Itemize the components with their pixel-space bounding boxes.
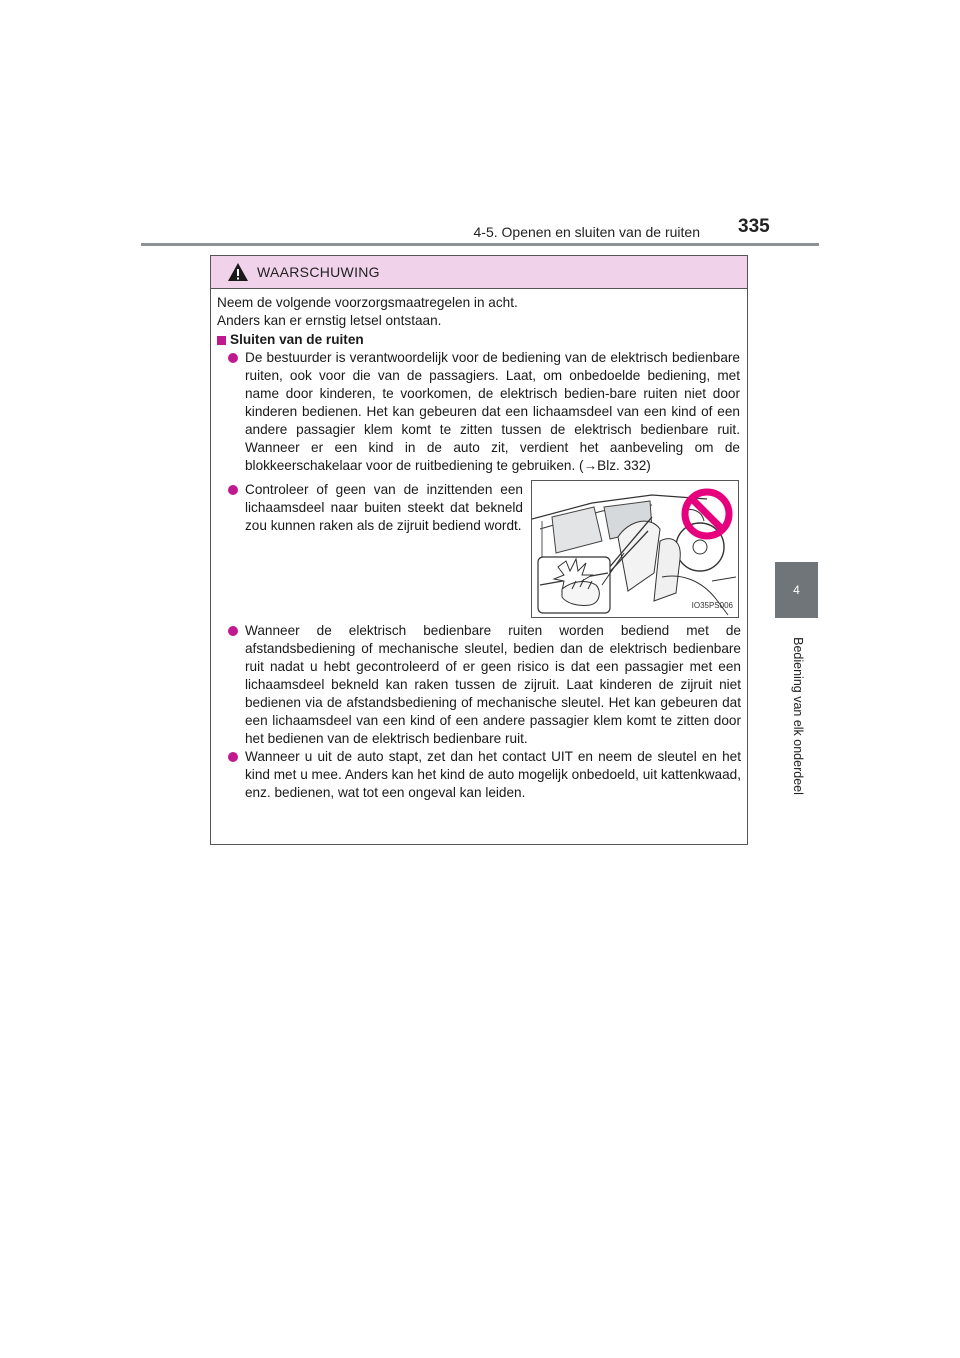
bullet-item bbox=[217, 481, 523, 618]
bullet-item bbox=[217, 748, 741, 802]
chapter-title: Bediening van elk onderdeel bbox=[791, 637, 805, 795]
prohibition-icon bbox=[680, 487, 734, 541]
illustration-code: IO35PS006 bbox=[691, 601, 733, 610]
warning-content bbox=[211, 289, 747, 802]
header-divider bbox=[141, 243, 819, 246]
section-title: 4-5. Openen en sluiten van de ruiten bbox=[473, 224, 700, 240]
chapter-tab: 4 bbox=[775, 562, 818, 618]
bullet-text: Wanneer u uit de auto stapt, zet dan het contact UIT en neem de sleutel en het kind met u mee. Anders kan het kind de auto mogelijk onbedoeld, uit kattenkwaad, enz. bedienen, wat tot een ongeval kan leiden. bbox=[245, 749, 741, 800]
bullet-item bbox=[217, 622, 741, 748]
car-window-illustration bbox=[531, 480, 739, 618]
warning-header bbox=[211, 256, 747, 289]
circle-bullet-icon bbox=[228, 353, 238, 363]
section-heading bbox=[217, 331, 741, 349]
square-bullet-icon bbox=[217, 336, 226, 345]
section-heading-text: Sluiten van de ruiten bbox=[230, 332, 364, 347]
bullet-with-illustration bbox=[217, 481, 741, 618]
intro-line: Anders kan er ernstig letsel ontstaan. bbox=[217, 313, 442, 328]
page-number: 335 bbox=[738, 216, 770, 237]
circle-bullet-icon bbox=[228, 626, 238, 636]
circle-bullet-icon bbox=[228, 485, 238, 495]
bullet-text: Controleer of geen van de inzittenden een lichaamsdeel naar buiten steekt dat bekneld zou kunnen raken als de zijruit bediend wordt. bbox=[245, 482, 523, 533]
circle-bullet-icon bbox=[228, 752, 238, 762]
bullet-item bbox=[217, 349, 741, 475]
warning-title: WAARSCHUWING bbox=[257, 264, 380, 280]
bullet-text: De bestuurder is verantwoordelijk voor de bediening van de elektrisch bedienbare ruiten, ook voor die van de passagiers. Laat, om onbedoelde bediening, met name door kinderen, te voorkomen, de elektrisch bedien-bare ruiten niet door kinderen bedienen. Het kan gebeuren dat een lichaamsdeel van een kind of een andere passagier klem komt te zitten tussen de elektrisch bedienbare ruit. Wanneer er een kind in de auto zit, verdient het aanbeveling om de blokkeerschakelaar voor de ruitbediening te gebruiken. (→Blz. 332) bbox=[245, 350, 740, 473]
bullet-text: Wanneer de elektrisch bedienbare ruiten worden bediend met de afstandsbediening of mechanische sleutel, bedien dan de elektrisch bedienbare ruit nadat u hebt gecontroleerd of er geen risico is dat een passagier met een lichaamsdeel bekneld kan raken tussen de zijruit. Laat kinderen de zijruit niet bedienen via de afstandsbediening of mechanische sleutel. Het kan gebeuren dat een lichaamsdeel van een kind of een andere passagier klem komt te zitten door het bedienen van de elektrisch bedienbare ruit. bbox=[245, 623, 741, 746]
warning-box bbox=[210, 255, 748, 845]
warning-triangle-icon bbox=[227, 262, 249, 282]
intro-line: Neem de volgende voorzorgsmaatregelen in acht. bbox=[217, 295, 518, 310]
